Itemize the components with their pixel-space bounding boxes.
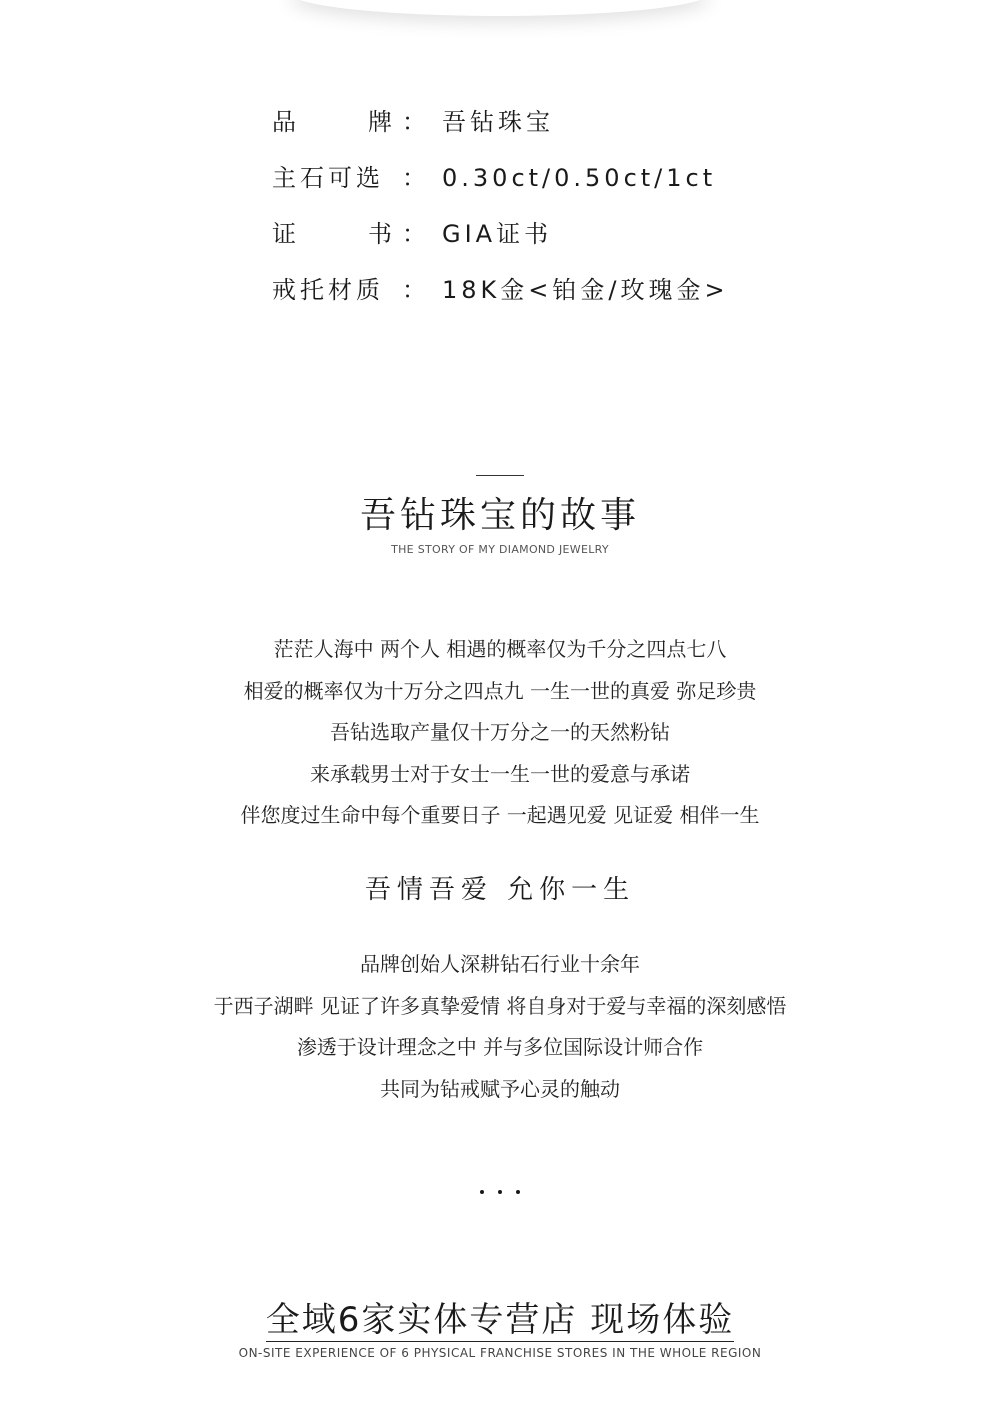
paragraph-line: 吾钻选取产量仅十万分之一的天然粉钻	[330, 720, 670, 744]
stores-title	[0, 1298, 1000, 1342]
paragraph-line: 渗透于设计理念之中 并与多位国际设计师合作	[296, 1035, 704, 1059]
dot	[480, 1190, 484, 1194]
paragraph-line: 于西子湖畔 见证了许多真挚爱情 将自身对于爱与幸福的深刻感悟	[213, 993, 787, 1018]
spec-colon: ：	[402, 108, 430, 136]
top-product-shadow	[290, 0, 710, 16]
spec-colon: ：	[402, 164, 430, 192]
story-subtitle: THE STORY OF MY DIAMOND JEWELRY	[391, 543, 609, 556]
spec-value-stone: 0.30ct/0.50ct/1ct	[442, 164, 717, 192]
spec-row-stone	[272, 156, 792, 212]
stores-title-text: 全域6家实体专营店 现场体验	[265, 1300, 735, 1340]
paragraph-line: 茫茫人海中 两个人 相遇的概率仅为千分之四点七八	[273, 637, 727, 661]
story-title: 吾钻珠宝的故事	[359, 495, 640, 536]
paragraph-line: 相爱的概率仅为十万分之四点九 一生一世的真爱 弥足珍贵	[243, 678, 757, 703]
spec-value-certificate: GIA证书	[442, 220, 553, 248]
spec-colon: ：	[402, 220, 430, 248]
spec-row-material	[272, 268, 792, 324]
spec-label-material: 戒托材质	[272, 276, 384, 304]
spec-row-certificate	[272, 212, 792, 268]
story-paragraph-2	[0, 944, 1000, 1110]
spec-row-brand	[272, 100, 792, 156]
spec-list	[272, 100, 792, 324]
spec-label-stone: 主石可选	[272, 164, 384, 192]
spec-value-material: 18K金<铂金/玫瑰金>	[442, 276, 729, 304]
spec-label-brand: 品 牌	[272, 108, 392, 136]
spec-value-brand: 吾钻珠宝	[442, 108, 554, 136]
dot	[516, 1190, 520, 1194]
spec-label-certificate: 证 书	[272, 220, 392, 248]
paragraph-line: 伴您度过生命中每个重要日子 一起遇见爱 见证爱 相伴一生	[240, 803, 760, 827]
ellipsis-dots	[0, 1190, 1000, 1194]
spec-colon: ：	[402, 276, 430, 304]
paragraph-line: 共同为钻戒赋予心灵的触动	[380, 1076, 620, 1101]
stores-subtitle: ON-SITE EXPERIENCE OF 6 PHYSICAL FRANCHISE STORES IN THE WHOLE REGION	[238, 1346, 762, 1360]
story-paragraph-1	[0, 629, 1000, 837]
paragraph-line: 来承载男士对于女士一生一世的爱意与承诺	[310, 761, 690, 786]
paragraph-line: 品牌创始人深耕钻石行业十余年	[360, 952, 640, 976]
story-slogan: 吾情吾爱 允你一生	[364, 875, 636, 905]
dot	[498, 1190, 502, 1194]
section-divider	[476, 475, 524, 476]
